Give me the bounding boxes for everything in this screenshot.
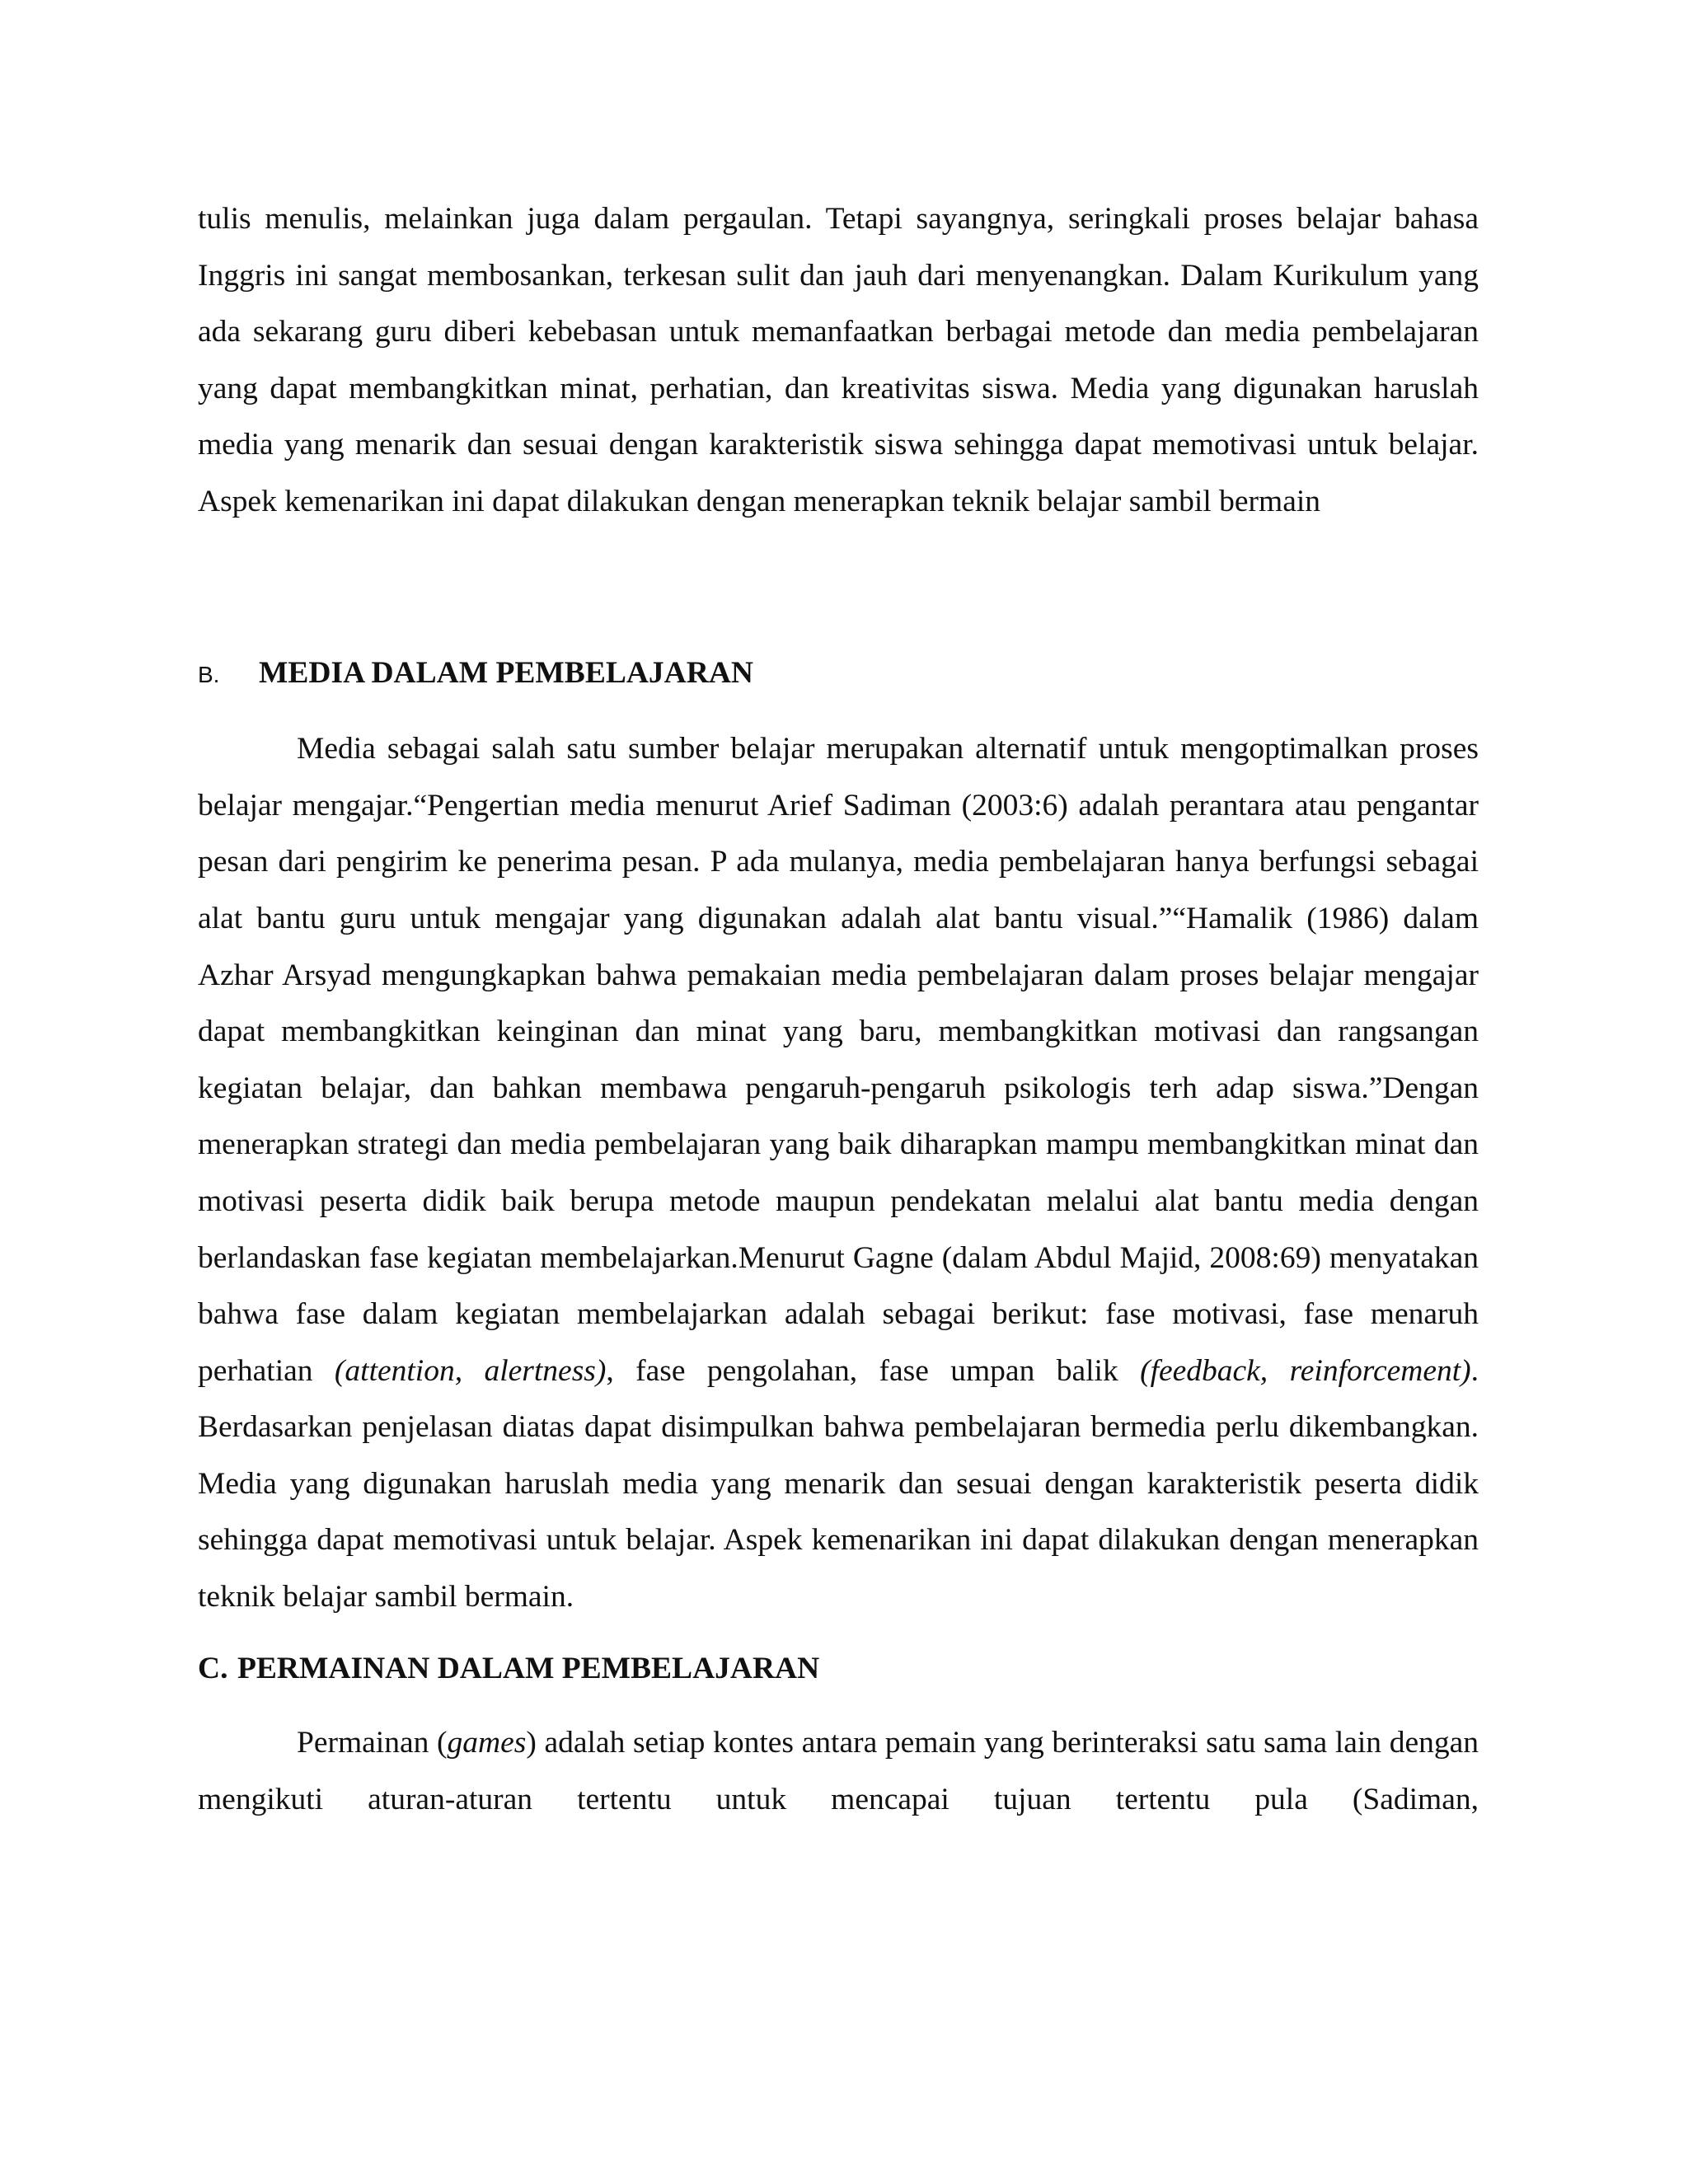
paragraph-media bbox=[198, 721, 1479, 1626]
paragraph-permainan bbox=[198, 1715, 1479, 1828]
section-number-b: B. bbox=[198, 661, 220, 687]
paragraph-intro: tulis menulis, melainkan juga dalam pergaulan. Tetapi sayangnya, seringkali proses belajar bahasa Inggris ini sangat membosankan, terkesan sulit dan jauh dari menyenangkan. Dalam Kurikulum yang ada sekarang guru diberi kebebasan untuk memanfaatkan berbagai metode dan media pembelajaran yang dapat membangkitkan minat, perhatian, dan kreativitas siswa. Media yang digunakan haruslah media yang menarik dan sesuai dengan karakteristik siswa sehingga dapat memotivasi untuk belajar. Aspek kemenarikan ini dapat dilakukan dengan menerapkan teknik belajar sambil bermain bbox=[198, 202, 1479, 518]
italic-term: (feedback, reinforcement) bbox=[1140, 1353, 1471, 1388]
text-run: ) adalah setiap kontes antara pemain yang berinteraksi satu sama lain dengan mengikuti aturan-aturan tertentu untuk mencapai tujuan tertentu pula (Sadiman, bbox=[198, 1726, 1479, 1816]
text-run: Media sebagai salah satu sumber belajar merupakan alternatif untuk mengoptimalkan proses belajar mengajar.“Pengertian media menurut Arief Sadiman (2003:6) adalah perantara atau pengantar pesan dari pengirim ke penerima pesan. P ada mulanya, media pembelajaran hanya berfungsi sebagai alat bantu guru untuk mengajar yang digunakan adalah alat bantu visual.”“Hamalik (1986) dalam Azhar Arsyad mengungkapkan bahwa pemakaian media pembelajaran dalam proses belajar mengajar dapat membangkitkan keinginan dan minat yang baru, membangkitkan motivasi dan rangsangan kegiatan belajar, dan bahkan membawa pengaruh-pengaruh psikologis terh adap siswa.”Dengan menerapkan strategi dan media pembelajaran yang baik diharapkan mampu membangkitkan minat dan motivasi peserta didik baik berupa metode maupun pendekatan melalui alat bantu media dengan berlandaskan fase kegiatan membelajarkan.Menurut Gagne (dalam Abdul Majid, 2008:69) menyatakan bahwa fase dalam kegiatan membelajarkan adalah sebagai berikut: fase motivasi, fase menaruh perhatian bbox=[198, 732, 1479, 1388]
page-content bbox=[198, 191, 1479, 1828]
section-heading-c bbox=[198, 1641, 1479, 1698]
section-number-c: C. bbox=[198, 1651, 228, 1685]
section-title-c: PERMAINAN DALAM PEMBELAJARAN bbox=[237, 1651, 820, 1685]
italic-term: games bbox=[447, 1726, 527, 1760]
section-heading-b bbox=[198, 645, 1479, 704]
text-run: Permainan ( bbox=[297, 1726, 448, 1760]
section-title-b: MEDIA DALAM PEMBELAJARAN bbox=[259, 655, 753, 690]
text-run: . Berdasarkan penjelasan diatas dapat disimpulkan bahwa pembelajaran bermedia perlu dikembangkan. Media yang digunakan haruslah media yang menarik dan sesuai dengan karakteristik peserta didik sehingga dapat memotivasi untuk belajar. Aspek kemenarikan ini dapat dilakukan dengan menerapkan teknik belajar sambil bermain. bbox=[198, 1353, 1479, 1615]
italic-term: (attention, alertness) bbox=[334, 1353, 607, 1388]
text-run: , fase pengolahan, fase umpan balik bbox=[606, 1353, 1141, 1388]
